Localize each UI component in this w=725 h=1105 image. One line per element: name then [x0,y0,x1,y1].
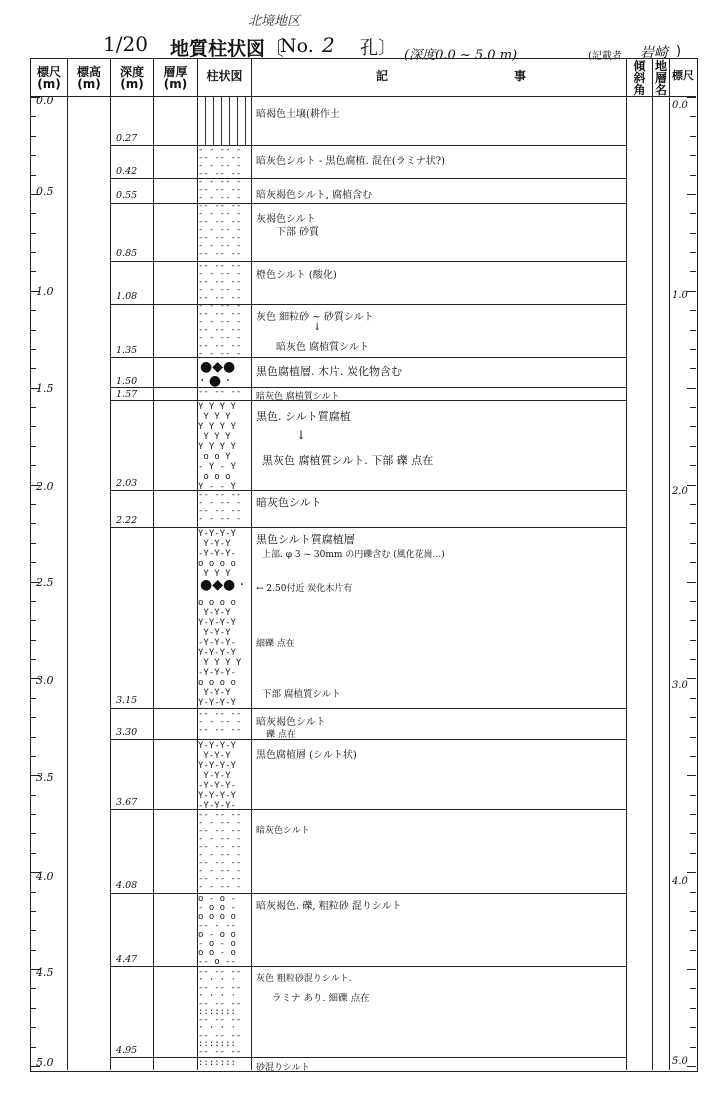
scale-tick [31,446,36,447]
lith-topsoil [198,97,251,145]
scale-label: 0.0 [36,94,54,107]
description: 砂混りシルト [256,1063,310,1073]
depth-label: 2.03 [116,478,138,489]
scale-tick [690,620,696,621]
scale-tick [690,950,696,951]
scale-tick [690,233,696,234]
scale-tick [31,911,36,912]
description: 暗灰褐色シルト [256,717,326,728]
description: 下部 腐植質シルト [262,689,341,700]
scale-label: 1.5 [36,382,54,395]
scale-tick [31,640,36,641]
layer-boundary [110,387,626,388]
col-header-scale-right: 標尺 [672,69,694,82]
recorder-name: 岩崎 [640,45,668,61]
scale-label: 0.5 [36,185,54,198]
lith-sandy-silt: -- -- -- · · · · -- -- -- · · · · -- -- -- ::::::: -- -- -- · · · · -- -- -- ::::::: -- -- -- [198,968,242,1057]
layer-boundary [110,203,626,204]
description: 灰褐色シルト [256,214,316,225]
lith-carbonized-wood: ●◆● · [200,577,245,593]
scale-tick [687,775,696,776]
description: 黒灰色 腐植質シルト. 下部 礫 点在 [262,454,434,467]
scale-tick [690,368,696,369]
scale-tick [31,795,36,796]
scale-tick [31,116,36,117]
scale-tick [31,504,36,505]
scale-tick [690,930,696,931]
scale-tick [31,930,36,931]
description: 灰色 細粒砂 ~ 砂質シルト [256,312,374,323]
scale-tick [690,252,696,253]
header-divider [30,96,696,97]
layer-boundary [110,1057,626,1058]
col-header-desc-a: 記 [375,69,388,83]
scale-tick [690,988,696,989]
scale-tick [690,426,696,427]
layer-boundary [110,178,626,179]
scale-tick [690,330,696,331]
depth-range: (深度0.0 ~ 5.0 m) [404,48,518,63]
description: 暗灰色シルト [256,496,322,509]
lith-silt-dash: - - -- - -- -- -- - - -- - -- -- -- - - -- - -- -- -- - - -- - -- -- -- - - -- - -- -- -- - - -- - -- -- -- - - -- - -- -- -- [198,146,242,259]
depth-label: 4.95 [116,1045,138,1056]
description: 黒色腐植層 (シルト状) [256,750,357,761]
depth-label: 3.67 [116,797,138,808]
depth-label: 3.15 [116,695,138,706]
scale-tick [31,213,36,214]
scale-tick [687,485,696,486]
scale-tick [690,1008,696,1009]
depth-label: 1.35 [116,345,138,356]
scale-tick [31,349,36,350]
scale-tick [687,582,696,583]
scale-tick [31,620,36,621]
scale-tick [31,543,36,544]
scale-tick [690,659,696,660]
scale-tick [31,252,36,253]
description: ラミナ あり. 細礫 点在 [272,993,370,1004]
description: 橙色シルト (酸化) [256,270,337,281]
lith-sand-silt: ::::::: [198,1059,236,1068]
scale-label: 5.0 [36,1056,54,1069]
lith-silt-dash: -- -- -- - - -- - -- -- -- - - -- - -- -- -- - - -- - -- -- -- - - -- - -- -- -- - - -- - [198,811,242,892]
description: 暗灰色シルト - 黒色腐植. 混在(ラミナ状?) [256,156,446,167]
scale-label: 4.5 [36,966,54,979]
depth-label: 2.22 [116,515,138,526]
lith-peat: Y-Y-Y-Y Y-Y-Y Y-Y-Y-Y Y-Y-Y -Y-Y-Y- Y-Y-Y-Y -Y-Y-Y- [198,741,236,809]
depth-label: 4.47 [116,954,138,965]
handwritten-annotation: 北境地区 [248,14,301,29]
layer-boundary [110,739,626,740]
depth-label: 0.55 [116,190,138,201]
scale-tick [690,116,696,117]
scale-tick [31,1047,36,1048]
description: 灰色 粗粒砂混りシルト. [256,974,352,984]
scale-tick [31,136,36,137]
depth-label: 3.30 [116,727,138,738]
description: ↓ [296,428,307,442]
divider-6 [626,58,627,1070]
scale-tick [31,426,36,427]
col-header-dip: 傾 斜 角 [633,59,646,97]
scale-tick [31,271,36,272]
form-title: 地質柱状図 [170,38,266,60]
scale-tick [690,853,696,854]
scale-tick [31,814,36,815]
layer-boundary [110,261,626,262]
scale-tick [31,310,36,311]
layer-boundary [110,893,626,894]
scale-tick [31,717,36,718]
lith-peat: Y Y Y Y Y Y Y Y Y Y Y Y Y Y Y Y Y Y o o Y - Y - Y o o o Y - - Y [198,402,236,490]
scale-tick [690,310,696,311]
scale-tick [31,698,36,699]
scale-tick [31,892,36,893]
description: 暗灰色 腐植質シルト [276,342,369,353]
scale-label-right: 2.0 [672,486,688,497]
layer-boundary [110,527,626,528]
lith-silt-dash: -- -- -- - - -- - -- -- -- - - -- - -- -- -- - - -- - -- -- -- - - -- - -- -- -- - - -- - -- -- -- - - -- - [198,262,242,357]
lith-peat-silt: o o o o Y-Y-Y Y-Y-Y-Y Y-Y-Y -Y-Y-Y- Y-Y-Y-Y Y Y Y Y -Y-Y-Y- o o o o Y-Y-Y Y-Y-Y-Y [198,598,242,708]
depth-label: 0.42 [116,166,138,177]
divider-3 [153,58,154,1070]
description: 暗灰褐色シルト, 腐植含む [256,190,373,201]
scale-tick [687,678,696,679]
log-frame [30,58,698,1072]
lith-peat-wood: ●◆● · ● · [200,359,236,389]
depth-label: 0.85 [116,248,138,259]
lith-peat-gravel: Y-Y-Y-Y Y-Y-Y -Y-Y-Y- o o o o Y Y Y [198,529,236,579]
scale-tick [687,1066,696,1067]
col-header-formation: 地 層 名 [654,59,667,97]
depth-label: 1.50 [116,376,138,387]
col-header-desc-b: 事 [513,69,526,83]
description: ← 2.50付近 炭化木片有 [256,584,353,594]
scale-tick [31,601,36,602]
col-header-scale: 標尺 (m) [36,65,61,91]
scale-tick [687,291,696,292]
divider-2 [110,58,111,1070]
scale-tick [690,504,696,505]
description: 黒色腐植層. 木片. 炭化物含む [256,365,402,378]
divider-5 [251,58,252,1070]
scale-tick [690,407,696,408]
lith-silt-dash: -- -- -- - - -- - -- -- -- - - -- - [198,491,242,524]
scale-tick [690,1027,696,1028]
scale-tick [31,950,36,951]
scale-tick [31,833,36,834]
scale-tick [31,155,36,156]
recorder-close: ) [676,44,682,59]
scale-tick [690,911,696,912]
lith-gravelly-silt: o - o - - o o - o o o o -- - -- o - o o - o - o o o - o -- o -- [198,895,236,966]
depth-label: 1.57 [116,389,138,400]
scale-label: 3.0 [36,674,54,687]
scale-tick [690,562,696,563]
scale-label-right: 4.0 [672,876,688,887]
layer-boundary [110,708,626,709]
scale-tick [31,330,36,331]
scale-label-right: 0.0 [672,100,688,111]
description: 細礫 点在 [256,639,295,649]
scale-tick [690,523,696,524]
description: 上部. φ 3 ~ 30mm の円礫含む (風化花崗...) [262,550,445,560]
scale-tick [687,194,696,195]
scale-label: 3.5 [36,771,54,784]
scale-tick [31,737,36,738]
scale-tick [31,659,36,660]
scale-tick [690,833,696,834]
col-header-column: 柱状図 [206,69,243,83]
scale-tick [690,892,696,893]
scale-tick [31,175,36,176]
scale-tick [687,97,696,98]
scale-tick [690,737,696,738]
scale-ratio: 1/20 [103,32,148,56]
layer-boundary [110,400,626,401]
scale-tick [690,1047,696,1048]
scale-tick [31,562,36,563]
scale-label-right: 3.0 [672,680,688,691]
scale-tick [690,795,696,796]
depth-label: 4.08 [116,880,138,891]
description: 暗灰色シルト [256,826,310,836]
description: 黒色シルト質腐植層 [256,533,355,546]
layer-boundary [110,490,626,491]
depth-label: 1.08 [116,291,138,302]
hole-no-value: 2 [322,33,335,57]
scale-tick [690,543,696,544]
layer-boundary [110,304,626,305]
scale-tick [690,717,696,718]
hole-suffix: 孔〕 [360,38,396,59]
layer-boundary [110,357,626,358]
layer-boundary [110,966,626,967]
divider-8 [669,58,670,1070]
lith-humic-silt: -- -- -- [198,388,242,397]
scale-label-right: 5.0 [672,1056,688,1067]
description: 暗褐色土壌(耕作土 [256,109,340,120]
scale-tick [690,213,696,214]
description: 下部 砂質 [276,227,320,238]
description: 礫 点在 [266,730,296,740]
col-header-depth: 深度 (m) [119,65,144,91]
scale-tick [31,368,36,369]
scale-tick [690,640,696,641]
divider-7 [652,58,653,1070]
scale-tick [31,523,36,524]
scale-label: 2.5 [36,576,54,589]
description: ↓ [313,322,322,333]
scale-tick [690,349,696,350]
scale-tick [690,136,696,137]
scale-tick [690,271,696,272]
description: 黒色. シルト質腐植 [256,410,351,423]
col-header-thickness: 層厚 (m) [163,65,188,91]
scale-tick [690,814,696,815]
scale-tick [31,233,36,234]
scale-tick [31,465,36,466]
scale-tick [31,853,36,854]
scale-tick [690,175,696,176]
depth-label: 0.27 [116,133,138,144]
layer-boundary [110,809,626,810]
bracket-open: 〔 [264,36,284,60]
divider-1 [67,58,68,1070]
layer-boundary [110,145,626,146]
scale-label: 1.0 [36,285,54,298]
description: 暗灰褐色. 礫, 粗粒砂 混りシルト [256,901,402,912]
scale-tick [687,388,696,389]
scale-tick [690,155,696,156]
hole-no-label: No. [280,35,314,57]
scale-tick [690,601,696,602]
scale-label: 2.0 [36,480,54,493]
lith-silt-dash: -- -- -- - - -- - -- -- -- [198,710,242,735]
description: 暗灰色 腐植質シルト [256,392,340,402]
scale-tick [690,698,696,699]
scale-label-right: 1.0 [672,290,688,301]
scale-tick [31,988,36,989]
scale-tick [687,872,696,873]
col-header-elevation: 標高 (m) [76,65,101,91]
recorder-label: (記載者 [588,51,622,62]
scale-tick [31,407,36,408]
scale-tick [690,465,696,466]
scale-tick [31,1008,36,1009]
scale-tick [31,756,36,757]
scale-label: 4.0 [36,870,54,883]
scale-tick [690,446,696,447]
scale-tick [31,1027,36,1028]
scale-tick [690,756,696,757]
scale-tick [687,969,696,970]
